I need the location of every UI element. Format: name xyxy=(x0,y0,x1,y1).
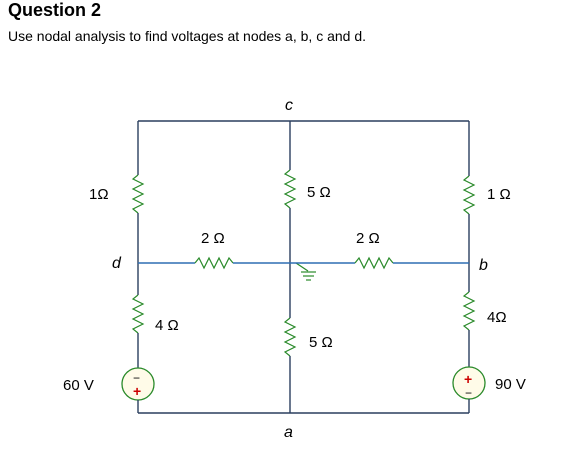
label-source-left: 60 V xyxy=(63,377,94,394)
resistor-horiz-right xyxy=(355,258,393,268)
question-title: Question 2 xyxy=(8,0,102,20)
resistor-left-top xyxy=(133,175,143,213)
resistor-horiz-left xyxy=(195,258,233,268)
label-right-bottom: 4Ω xyxy=(487,309,507,326)
label-mid-top: 5 Ω xyxy=(307,184,331,201)
resistor-right-top xyxy=(464,176,474,214)
ground-icon xyxy=(296,263,316,280)
node-label-d: d xyxy=(112,255,121,272)
question-text: Use nodal analysis to find voltages at nodes a, b, c and d. xyxy=(8,28,367,44)
label-left-top: 1Ω xyxy=(89,186,109,203)
resistor-mid-bottom xyxy=(285,318,295,356)
minus-sign-right: − xyxy=(465,386,473,400)
label-right-top: 1 Ω xyxy=(487,186,511,203)
label-mid-bottom: 5 Ω xyxy=(309,334,333,351)
resistor-left-bottom xyxy=(133,295,143,333)
node-label-b: b xyxy=(479,257,488,274)
node-label-c: c xyxy=(285,97,293,114)
minus-sign-left: − xyxy=(133,371,141,385)
plus-sign-left: + xyxy=(133,383,142,399)
label-horiz-left: 2 Ω xyxy=(201,230,225,247)
plus-sign-right: + xyxy=(464,371,473,387)
label-horiz-right: 2 Ω xyxy=(356,230,380,247)
resistor-right-bottom xyxy=(464,292,474,330)
node-label-a: a xyxy=(284,424,293,441)
label-left-bottom: 4 Ω xyxy=(155,317,179,334)
resistor-mid-top xyxy=(285,170,295,208)
label-source-right: 90 V xyxy=(495,376,526,393)
